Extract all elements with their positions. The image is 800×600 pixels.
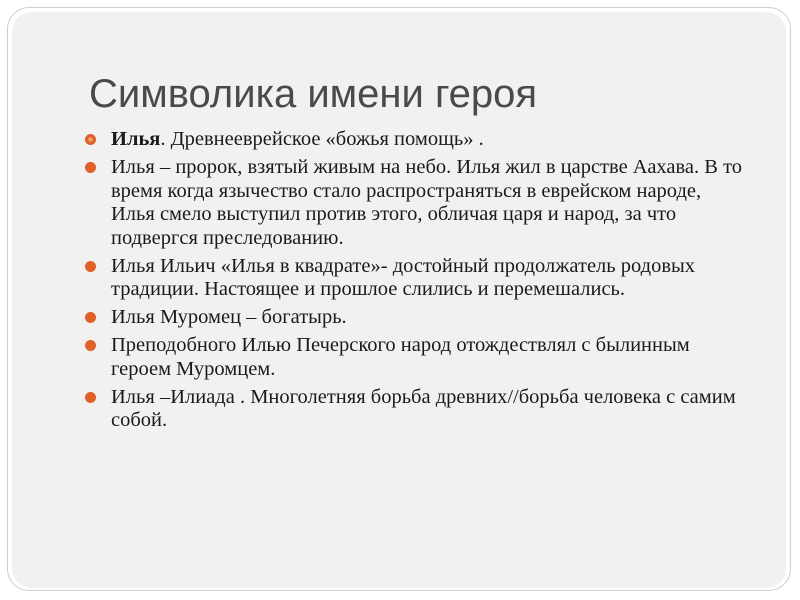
bullet-text: Илья Муромец – богатырь.	[111, 306, 347, 328]
bullet-item	[83, 306, 743, 330]
bullet-icon	[85, 340, 96, 351]
bullet-text: Илья – пророк, взятый живым на небо. Илья жил в царстве Аахава. В то время когда язычество стало распространяться в еврейском народе, Илья смело выступил против этого, обличая царя и народ, за что подвергся преследованию.	[111, 156, 743, 249]
bullet-text: Илья Ильич «Илья в квадрате»- достойный продолжатель родовых традиции. Настоящее и прошлое слились и перемешались.	[111, 254, 696, 300]
bullet-icon	[85, 392, 96, 403]
bullet-icon	[85, 261, 96, 272]
bullet-text: Преподобного Илью Печерского народ отождествлял с былинным героем Муромцем.	[111, 334, 690, 380]
bullet-text: Илья –Илиада . Многолетняя борьба древних//борьба человека с самим собой.	[111, 385, 736, 431]
bullet-item	[83, 156, 743, 250]
bullet-icon	[85, 312, 96, 323]
bullet-text: . Древнееврейское «божья помощь» .	[160, 128, 484, 150]
bullet-item	[83, 128, 743, 152]
bullet-item	[83, 386, 743, 433]
bullet-icon	[85, 162, 96, 173]
slide-title: Символика имени героя	[89, 72, 538, 116]
bullet-lead: Илья	[111, 128, 161, 150]
bullet-icon	[85, 134, 96, 145]
bullet-item	[83, 334, 743, 381]
bullet-list	[83, 128, 743, 437]
bullet-item	[83, 255, 743, 302]
